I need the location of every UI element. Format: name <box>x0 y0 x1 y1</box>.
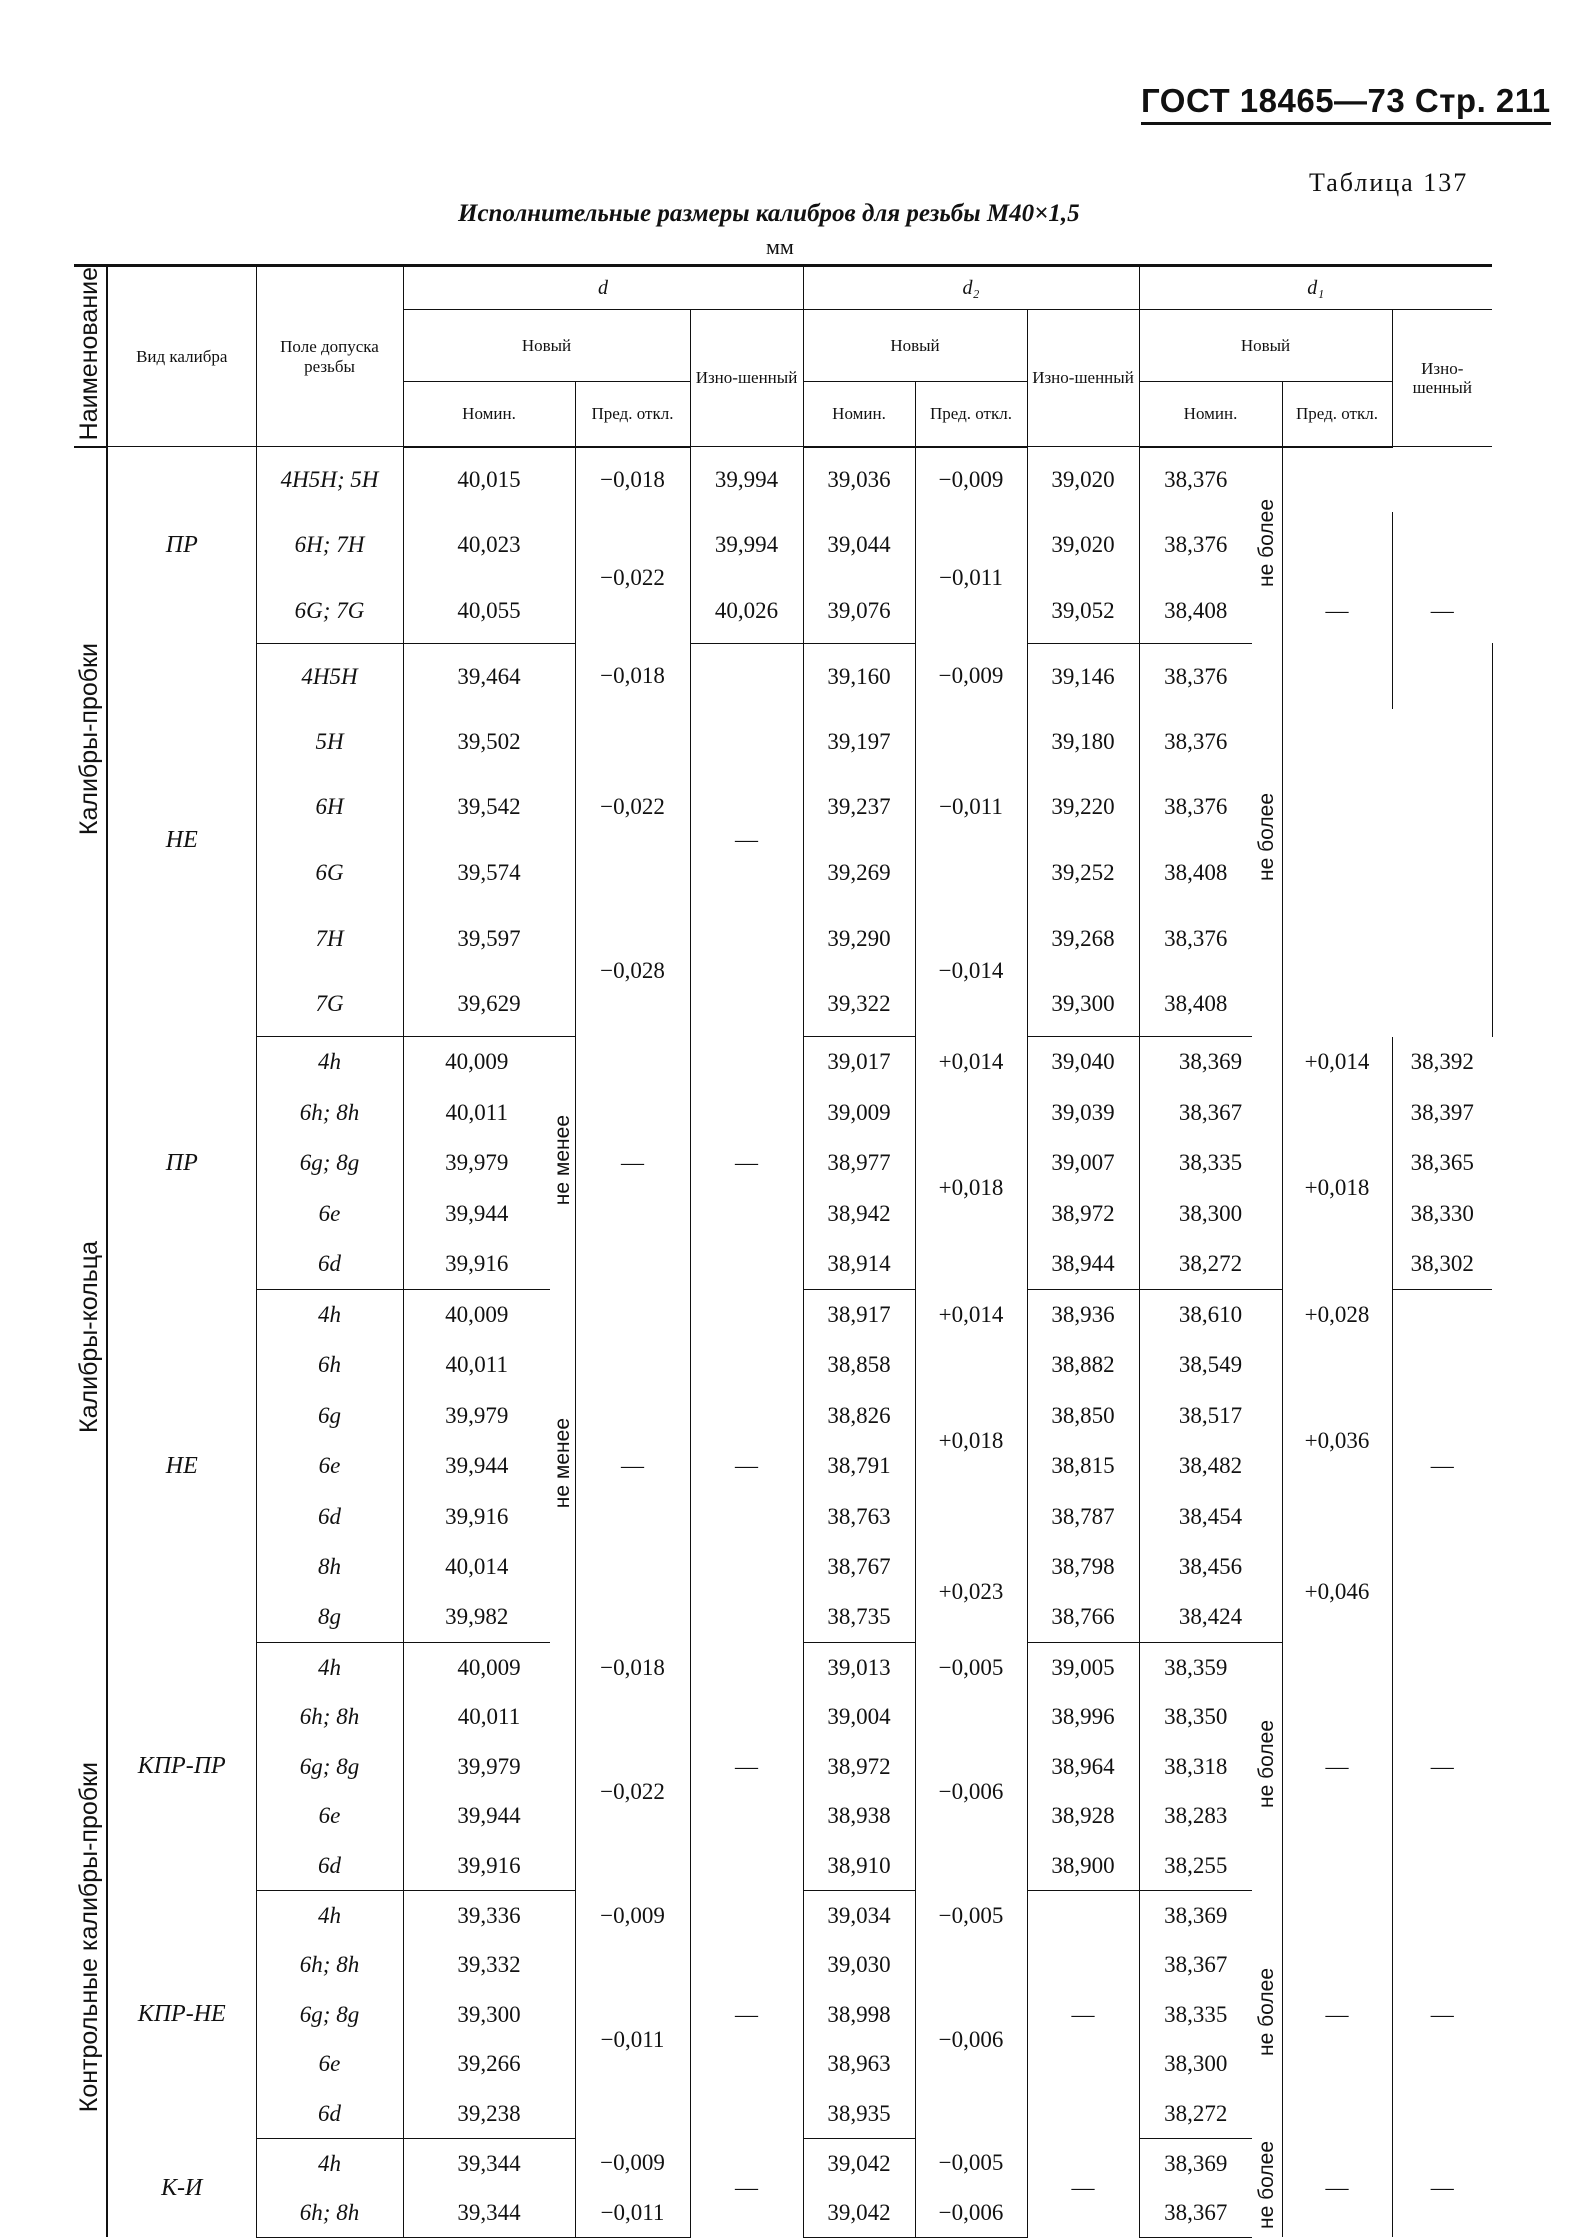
tolerance-zone: 6g; 8g <box>256 1138 403 1189</box>
d2-deviation: −0,011 <box>915 709 1027 906</box>
d-worn: — <box>690 2138 803 2237</box>
d-deviation: −0,022 <box>575 709 690 906</box>
d1-nominal: 38,376 <box>1164 794 1228 820</box>
table-number: Таблица 137 <box>1309 168 1469 197</box>
section-name: Калибры-кольца <box>74 1037 107 1643</box>
d2-nominal: 38,735 <box>803 1592 915 1643</box>
d1-worn: — <box>1430 2175 1454 2201</box>
d2-nominal: 39,044 <box>803 512 915 578</box>
d1-nominal: 38,300 <box>1164 2051 1228 2077</box>
d1-nominal: 38,376 <box>1164 728 1228 754</box>
col-tolerance-header: Поле допуска резьбы <box>256 266 403 447</box>
d-nominal: 40,014 <box>445 1554 509 1580</box>
section-name: Контрольные калибры-пробки <box>74 1643 107 2238</box>
d2-nominal: 38,858 <box>803 1340 915 1391</box>
d2-nominal: 38,972 <box>803 1742 915 1792</box>
d1-deviation: +0,046 <box>1282 1542 1392 1643</box>
d1-nominal: 38,359 <box>1164 1654 1228 1680</box>
d1-nominal: 38,376 <box>1164 663 1228 689</box>
col-kind-header: Вид калибра <box>107 266 256 447</box>
d2-deviation: −0,006 <box>915 1940 1027 2138</box>
d1-nominal: 38,335 <box>1139 1138 1282 1189</box>
d1-worn: — <box>1430 597 1454 623</box>
d2-nominal: 38,963 <box>803 2039 915 2089</box>
d-deviation: — <box>575 1037 690 1290</box>
d-nominal: 40,009 <box>403 1643 575 1693</box>
d-worn: — <box>690 1890 803 2138</box>
table-title: Исполнительные размеры калибров для резьбы М40×1,5 <box>458 200 1080 227</box>
d2-nominal: 39,322 <box>803 971 915 1037</box>
d1-worn: — <box>1430 2001 1454 2027</box>
d1-nominal: 38,367 <box>1164 1952 1228 1978</box>
d2-nominal: 39,042 <box>803 2138 915 2188</box>
tolerance-zone: 4h <box>256 2138 403 2188</box>
d2-deviation: −0,005 <box>915 1890 1027 1940</box>
d-deviation: −0,022 <box>575 1692 690 1890</box>
d1-nominal: 38,283 <box>1164 1803 1228 1829</box>
d-nominal: 40,011 <box>445 1099 508 1125</box>
d-nominal: 40,009 <box>445 1049 509 1075</box>
d-nominal: 40,011 <box>445 1352 508 1378</box>
table-row <box>74 1643 1492 1693</box>
d-worn: — <box>690 1289 803 1643</box>
page-number: Стр. 211 <box>1414 82 1551 119</box>
note-not-more: не более <box>1252 643 1282 1036</box>
note-not-more: не более <box>1252 1890 1282 2138</box>
d2-worn: — <box>1027 1890 1139 2138</box>
d-nominal: 39,944 <box>445 1200 509 1226</box>
d1-nominal: 38,272 <box>1139 1239 1282 1290</box>
d2-nominal: 39,004 <box>803 1692 915 1742</box>
d-nominal: 39,944 <box>403 1791 575 1841</box>
d2-worn: 39,007 <box>1027 1138 1139 1189</box>
tolerance-zone: 6h; 8h <box>256 1692 403 1742</box>
d1-nominal: 38,369 <box>1164 1902 1228 1928</box>
d1-nominal: 38,408 <box>1139 578 1252 644</box>
note-not-more: не более <box>1252 2138 1282 2237</box>
d1-worn-header: Изно-шенный <box>1392 310 1492 447</box>
d-nominal: 39,574 <box>403 840 575 906</box>
gauge-kind: НЕ <box>107 643 256 1036</box>
gauge-kind: К-И <box>107 2138 256 2237</box>
d-deviation: −0,018 <box>575 643 690 709</box>
tolerance-zone: 6d <box>256 1239 403 1290</box>
d-deviation: −0,018 <box>575 1643 690 1693</box>
gauge-kind: ПР <box>107 1037 256 1290</box>
tolerance-zone: 6G <box>256 840 403 906</box>
d1-deviation: — <box>1282 1643 1392 1891</box>
note-not-less: не менее <box>550 1289 575 1643</box>
d-deviation: −0,011 <box>575 2188 690 2238</box>
d1-worn: — <box>1430 1453 1454 1479</box>
col-d-header: d <box>403 266 803 310</box>
d2-worn: 38,882 <box>1027 1340 1139 1391</box>
d1-nominal: 38,369 <box>1139 1037 1282 1088</box>
d2-worn: 39,180 <box>1027 709 1139 775</box>
tolerance-zone: 4H5H <box>256 643 403 709</box>
d2-deviation: +0,018 <box>915 1087 1027 1289</box>
d-nominal: 39,629 <box>403 971 575 1037</box>
tolerance-zone: 6g; 8g <box>256 1990 403 2040</box>
d-nominal: 39,916 <box>403 1841 575 1891</box>
d1-nominal: 38,367 <box>1139 2188 1252 2238</box>
d1-dev-header: Пред. откл. <box>1282 381 1392 447</box>
d-deviation: −0,009 <box>575 1890 690 1940</box>
d1-nom-header: Номин. <box>1139 381 1282 447</box>
d2-worn: 38,964 <box>1027 1742 1139 1792</box>
d2-worn: 39,020 <box>1027 447 1139 513</box>
d-nominal: 39,464 <box>403 643 575 709</box>
d-worn-header: Изно-шенный <box>690 310 803 447</box>
table-unit: мм <box>766 234 794 259</box>
d-nominal: 39,944 <box>445 1453 509 1479</box>
d2-nominal: 38,917 <box>803 1289 915 1340</box>
d2-deviation: +0,023 <box>915 1542 1027 1643</box>
d1-worn: 38,365 <box>1410 1150 1474 1176</box>
d-nominal: 39,332 <box>403 1940 575 1990</box>
d1-nominal: 38,610 <box>1139 1289 1282 1340</box>
tolerance-zone: 8h <box>256 1542 403 1593</box>
d2-worn: 39,220 <box>1027 774 1139 840</box>
d2-new-header: Новый <box>803 310 1027 382</box>
d2-nominal: 38,763 <box>803 1491 915 1542</box>
d2-nominal: 39,042 <box>803 2188 915 2238</box>
d1-worn: 38,302 <box>1392 1239 1492 1290</box>
d1-new-header: Новый <box>1139 310 1392 382</box>
d1-nominal: 38,376 <box>1164 467 1228 493</box>
table-row <box>74 1037 1492 1088</box>
d-deviation: −0,028 <box>575 905 690 1036</box>
d-nominal: 39,336 <box>403 1890 575 1940</box>
d2-deviation: −0,009 <box>915 447 1027 513</box>
d-deviation: −0,011 <box>575 1940 690 2138</box>
d-worn: — <box>690 643 803 1036</box>
d2-worn: 39,052 <box>1027 578 1139 644</box>
d2-worn: 39,040 <box>1027 1037 1139 1088</box>
d2-deviation: −0,011 <box>915 512 1027 643</box>
d2-worn: 38,944 <box>1027 1239 1139 1290</box>
table-row <box>74 2138 1492 2188</box>
d2-deviation: −0,005 <box>915 1643 1027 1693</box>
d2-nominal: 38,935 <box>803 2089 915 2139</box>
tolerance-zone: 6e <box>256 1188 403 1239</box>
tolerance-zone: 6e <box>256 1791 403 1841</box>
d2-nominal: 39,030 <box>803 1940 915 1990</box>
d2-nominal: 38,914 <box>803 1239 915 1290</box>
tolerance-zone: 6H; 7H <box>256 512 403 578</box>
d-nom-header: Номин. <box>403 381 575 447</box>
d1-nominal: 38,454 <box>1139 1491 1282 1542</box>
d2-deviation: +0,018 <box>915 1340 1027 1542</box>
d-nominal: 39,979 <box>445 1150 509 1176</box>
d1-worn: 38,397 <box>1410 1099 1474 1125</box>
d2-nominal: 39,160 <box>803 643 915 709</box>
d2-dev-header: Пред. откл. <box>915 381 1027 447</box>
d2-worn: 38,900 <box>1027 1841 1139 1891</box>
note-not-more: не более <box>1252 447 1282 644</box>
d2-worn: 38,936 <box>1027 1289 1139 1340</box>
d-nominal: 40,009 <box>445 1301 509 1327</box>
tolerance-zone: 4h <box>256 1289 403 1340</box>
d-nominal: 39,344 <box>403 2188 575 2238</box>
d-deviation: −0,022 <box>575 512 690 643</box>
d1-nominal: 38,376 <box>1164 532 1228 558</box>
tolerance-zone: 6e <box>256 1441 403 1492</box>
d2-worn: 38,850 <box>1027 1390 1139 1441</box>
d1-deviation: +0,036 <box>1282 1340 1392 1542</box>
tolerance-zone: 8g <box>256 1592 403 1643</box>
d-nominal: 39,979 <box>403 1742 575 1792</box>
d2-worn: 38,972 <box>1027 1188 1139 1239</box>
gauge-dimensions-table <box>74 264 1492 2238</box>
tolerance-zone: 6g <box>256 1390 403 1441</box>
d1-nominal: 38,300 <box>1139 1188 1282 1239</box>
d2-nominal: 38,826 <box>803 1390 915 1441</box>
d2-worn: 39,268 <box>1027 905 1139 971</box>
d2-nominal: 39,013 <box>803 1643 915 1693</box>
d2-worn-header: Изно-шенный <box>1027 310 1139 447</box>
d2-deviation: −0,006 <box>915 1692 1027 1890</box>
d-deviation: −0,009 <box>575 2138 690 2188</box>
d1-nominal: 38,350 <box>1164 1704 1228 1730</box>
tolerance-zone: 7G <box>256 971 403 1037</box>
tolerance-zone: 4h <box>256 1643 403 1693</box>
d1-nominal: 38,456 <box>1139 1542 1282 1593</box>
d2-worn: 38,798 <box>1027 1542 1139 1593</box>
tolerance-zone: 6g; 8g <box>256 1742 403 1792</box>
gauge-kind: НЕ <box>107 1289 256 1643</box>
d-nominal: 40,023 <box>403 512 575 578</box>
d2-deviation: −0,009 <box>915 643 1027 709</box>
d-worn: 39,994 <box>690 447 803 513</box>
d-new-header: Новый <box>403 310 690 382</box>
d2-deviation: +0,014 <box>915 1289 1027 1340</box>
d2-nominal: 39,034 <box>803 1890 915 1940</box>
gauge-kind: ПР <box>107 447 256 644</box>
d2-nominal: 39,017 <box>803 1037 915 1088</box>
d1-deviation: +0,028 <box>1282 1289 1392 1340</box>
d-worn: — <box>690 1643 803 1891</box>
table-body <box>74 447 1492 2238</box>
d1-worn: 38,330 <box>1410 1200 1474 1226</box>
tolerance-zone: 6d <box>256 1841 403 1891</box>
d2-deviation: −0,006 <box>915 2188 1027 2238</box>
d2-worn: 38,787 <box>1027 1491 1139 1542</box>
d2-nominal: 39,290 <box>803 905 915 971</box>
document-header <box>1141 82 1551 125</box>
d2-nominal: 39,269 <box>803 840 915 906</box>
d2-worn: 39,300 <box>1027 971 1139 1037</box>
tolerance-zone: 6d <box>256 1491 403 1542</box>
tolerance-zone: 6h; 8h <box>256 1087 403 1138</box>
gauge-kind: КПР-НЕ <box>107 1890 256 2138</box>
d1-nominal: 38,517 <box>1139 1390 1282 1441</box>
note-not-less: не менее <box>550 1037 575 1290</box>
tolerance-zone: 6e <box>256 2039 403 2089</box>
d2-worn: 38,766 <box>1027 1592 1139 1643</box>
d2-nominal: 39,036 <box>803 447 915 513</box>
d1-worn: — <box>1430 1753 1454 1779</box>
table-row <box>74 643 1492 709</box>
d1-deviation: — <box>1282 512 1392 709</box>
d2-worn: — <box>1027 2138 1139 2237</box>
d1-nominal: 38,255 <box>1139 1841 1252 1891</box>
d-nominal: 39,982 <box>403 1592 550 1643</box>
d2-worn: 39,039 <box>1027 1087 1139 1138</box>
d2-nominal: 38,942 <box>803 1188 915 1239</box>
col-name-header: Наименование <box>74 266 107 447</box>
d2-worn: 39,146 <box>1027 643 1139 709</box>
tolerance-zone: 6h; 8h <box>256 2188 403 2238</box>
tolerance-zone: 6H <box>256 774 403 840</box>
d-nominal: 39,916 <box>403 1239 550 1290</box>
d2-nom-header: Номин. <box>803 381 915 447</box>
d1-deviation: — <box>1282 2138 1392 2237</box>
d-nominal: 40,055 <box>403 578 575 644</box>
d-nominal: 39,597 <box>403 905 575 971</box>
d1-deviation: +0,018 <box>1282 1087 1392 1289</box>
d-nominal: 39,979 <box>445 1402 509 1428</box>
d2-nominal: 38,977 <box>803 1138 915 1189</box>
d-nominal: 39,502 <box>403 709 575 775</box>
d2-worn: 38,815 <box>1027 1441 1139 1492</box>
d1-nominal: 38,376 <box>1164 925 1228 951</box>
d2-nominal: 39,009 <box>803 1087 915 1138</box>
table-row <box>74 1289 1492 1340</box>
tolerance-zone: 6G; 7G <box>256 578 403 644</box>
d1-nominal: 38,408 <box>1139 971 1252 1037</box>
d2-worn: 39,020 <box>1027 512 1139 578</box>
d-deviation: — <box>575 1289 690 1643</box>
tolerance-zone: 6h <box>256 1340 403 1391</box>
d1-nominal: 38,335 <box>1164 2001 1228 2027</box>
d1-nominal: 38,482 <box>1139 1441 1282 1492</box>
d2-nominal: 38,998 <box>803 1990 915 2040</box>
col-d1-header: d₁ <box>1139 266 1492 310</box>
d1-deviation: — <box>1282 1890 1392 2138</box>
col-d2-header: d₂ <box>803 266 1139 310</box>
d2-worn: 39,252 <box>1027 840 1139 906</box>
d1-nominal: 38,369 <box>1164 2150 1228 2176</box>
tolerance-zone: 4h <box>256 1890 403 1940</box>
tolerance-zone: 6d <box>256 2089 403 2139</box>
d2-nominal: 38,938 <box>803 1791 915 1841</box>
d2-nominal: 39,237 <box>803 774 915 840</box>
d-nominal: 39,266 <box>403 2039 575 2089</box>
d2-worn: 38,928 <box>1027 1791 1139 1841</box>
note-not-more: не более <box>1252 1643 1282 1891</box>
d-worn: 39,994 <box>690 512 803 578</box>
d-nominal: 40,011 <box>403 1692 575 1742</box>
gauge-kind: КПР-ПР <box>107 1643 256 1891</box>
tolerance-zone: 4h <box>256 1037 403 1088</box>
d-deviation: −0,018 <box>575 447 690 513</box>
tolerance-zone: 6h; 8h <box>256 1940 403 1990</box>
d1-nominal: 38,318 <box>1164 1753 1228 1779</box>
d-nominal: 39,300 <box>403 1990 575 2040</box>
d-nominal: 39,542 <box>403 774 575 840</box>
d-nominal: 39,238 <box>403 2089 575 2139</box>
d1-nominal: 38,424 <box>1139 1592 1282 1643</box>
tolerance-zone: 4H5H; 5H <box>256 447 403 513</box>
d1-nominal: 38,272 <box>1139 2089 1252 2139</box>
d2-nominal: 39,076 <box>803 578 915 644</box>
d2-deviation: +0,014 <box>915 1037 1027 1088</box>
d1-nominal: 38,367 <box>1139 1087 1282 1138</box>
table-row <box>74 1890 1492 1940</box>
d1-worn: 38,392 <box>1410 1049 1474 1075</box>
tolerance-zone: 7H <box>256 905 403 971</box>
d2-nominal: 39,197 <box>803 709 915 775</box>
d-nominal: 40,015 <box>403 447 575 513</box>
d-nominal: 39,916 <box>445 1503 509 1529</box>
d2-worn: 39,005 <box>1027 1643 1139 1693</box>
section-name: Калибры-пробки <box>74 447 107 1037</box>
d1-deviation: +0,014 <box>1282 1037 1392 1088</box>
d2-deviation: −0,005 <box>915 2138 1027 2188</box>
d1-nominal: 38,549 <box>1139 1340 1282 1391</box>
d2-nominal: 38,791 <box>803 1441 915 1492</box>
d2-nominal: 38,910 <box>803 1841 915 1891</box>
d1-nominal: 38,408 <box>1164 860 1228 886</box>
d2-nominal: 38,767 <box>803 1542 915 1593</box>
tolerance-zone: 5H <box>256 709 403 775</box>
d2-worn: 38,996 <box>1027 1692 1139 1742</box>
gost-number: ГОСТ 18465—73 <box>1141 82 1406 119</box>
d-worn: 40,026 <box>690 578 803 644</box>
d2-deviation: −0,014 <box>915 905 1027 1036</box>
d-dev-header: Пред. откл. <box>575 381 690 447</box>
table-row <box>74 447 1492 513</box>
d-nominal: 39,344 <box>403 2138 575 2188</box>
d-worn: — <box>690 1037 803 1290</box>
